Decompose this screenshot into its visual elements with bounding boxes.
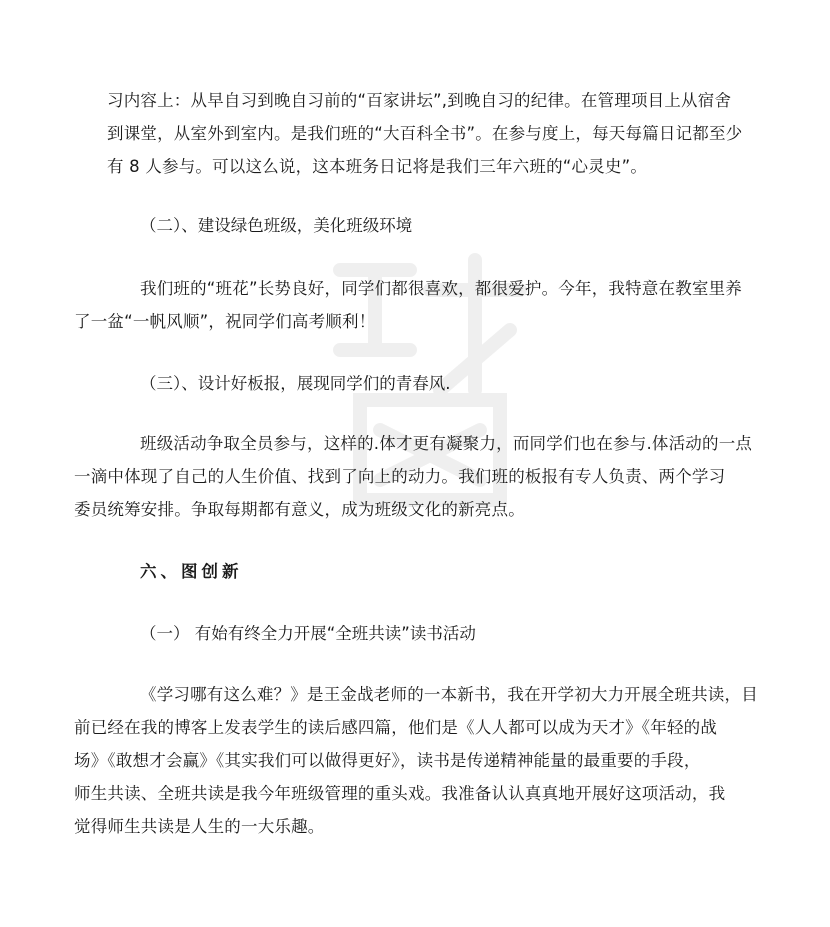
subheading-green-class: （二）、建设绿色班级，美化班级环境 — [140, 216, 413, 235]
paragraph-diary — [107, 84, 743, 183]
paragraph-line: 觉得师生共读是人生的一大乐趣。 — [74, 817, 325, 836]
paragraph-line: 我们班的“班花”长势良好，同学们都很喜欢，都很爱护。今年，我特意在教室里养 — [140, 279, 742, 298]
paragraph-line: 班级活动争取全员参与，这样的.体才更有凝聚力，而同学们也在参与.体活动的一点 — [140, 434, 753, 453]
paragraph-line: 了一盆“一帆风顺”，祝同学们高考顺利！ — [74, 312, 376, 331]
paragraph-reading — [74, 678, 758, 843]
paragraph-line: 一滴中体现了自己的人生价值、找到了向上的动力。我们班的板报有专人负责、两个学习 — [74, 467, 726, 486]
paragraph-line: 有 8 人参与。可以这么说，这本班务日记将是我们三年六班的“心灵史”。 — [107, 157, 648, 176]
paragraph-line: 习内容上：从早自习到晚自习前的“百家讲坛”,到晚自习的纪律。在管理项目上从宿舍 — [107, 91, 732, 110]
paragraph-line: 前已经在我的博客上发表学生的读后感四篇，他们是《人人都可以成为天才》《年轻的战 — [74, 718, 718, 737]
paragraph-line: 师生共读、全班共读是我今年班级管理的重头戏。我准备认认真真地开展好这项活动，我 — [74, 784, 726, 803]
paragraph-line: 到课堂，从室外到室内。是我们班的“大百科全书”。在参与度上，每天每篇日记都至少 — [107, 124, 743, 143]
subheading-blackboard: （三）、设计好板报，展现同学们的青春风. — [140, 374, 451, 393]
paragraph-class-flower — [74, 272, 742, 338]
section-title-innovation: 六、图创新 — [140, 562, 243, 581]
paragraph-line: 《学习哪有这么难？》是王金战老师的一本新书，我在开学初大力开展全班共读，目 — [140, 685, 758, 704]
subheading-reading-activity: （一） 有始有终全力开展“全班共读”读书活动 — [140, 624, 476, 643]
paragraph-class-activities — [74, 427, 753, 526]
paragraph-line: 委员统筹安排。争取每期都有意义，成为班级文化的新亮点。 — [74, 500, 525, 519]
paragraph-line: 场》《敢想才会赢》《其实我们可以做得更好》，读书是传递精神能量的最重要的手段， — [74, 751, 701, 770]
